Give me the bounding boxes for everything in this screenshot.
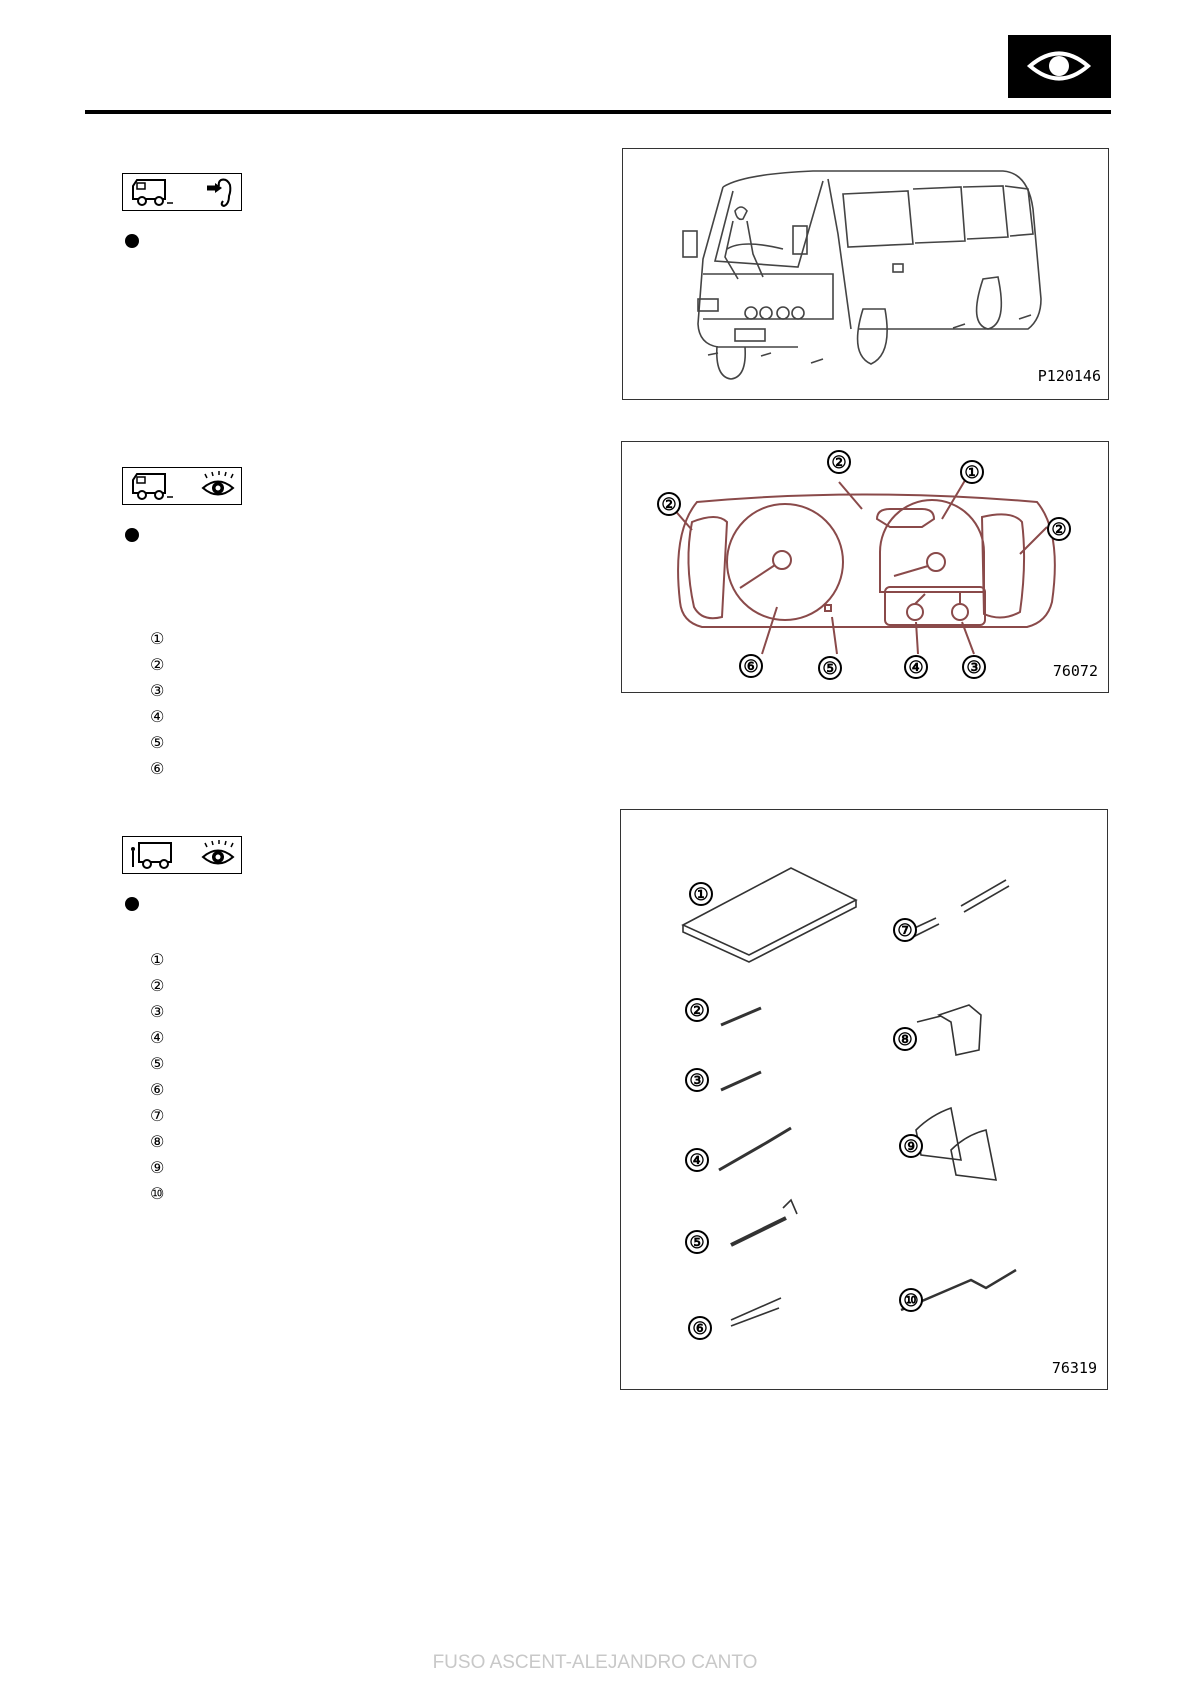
callout-label: ⑧ xyxy=(897,1030,913,1049)
figure-instrument-cluster xyxy=(621,441,1109,693)
footer-watermark: FUSO ASCENT-ALEJANDRO CANTO xyxy=(432,1652,758,1673)
list-item-number: ⑤ xyxy=(150,1054,165,1073)
list-item-number: ④ xyxy=(150,707,165,726)
callout-label: ④ xyxy=(908,658,924,677)
callout-label: ⑥ xyxy=(743,657,759,676)
figure-callouts xyxy=(658,451,1070,679)
callout-label: ② xyxy=(661,495,677,514)
callout-label: ② xyxy=(689,1001,705,1020)
section-tab xyxy=(1008,35,1111,98)
figure-code: 76319 xyxy=(1051,1359,1097,1377)
bus-rear-icon xyxy=(131,843,171,868)
list-item-number: ③ xyxy=(150,681,165,700)
figure-code: 76072 xyxy=(1052,662,1098,680)
ear-icon xyxy=(207,180,230,206)
bus-icon xyxy=(133,474,173,499)
callout-label: ② xyxy=(831,453,847,472)
list-item-number: ② xyxy=(150,976,165,995)
callout-label: ⑤ xyxy=(689,1233,705,1252)
figure-bus-road-test xyxy=(622,148,1109,400)
callout-label: ③ xyxy=(689,1071,705,1090)
inspection-icon-box-3 xyxy=(122,836,242,874)
inspection-icon-box-2 xyxy=(122,467,242,505)
figure-code: P120146 xyxy=(1037,367,1101,385)
header-rule xyxy=(85,110,1111,114)
list-item-number: ⑩ xyxy=(150,1184,165,1203)
instrument-cluster-illustration xyxy=(622,442,1107,691)
list-item-number: ⑨ xyxy=(150,1158,165,1177)
list-item-number: ① xyxy=(150,629,165,648)
eye-icon xyxy=(1008,35,1111,98)
list-item-number: ① xyxy=(150,950,165,969)
inspection-icon-box-1 xyxy=(122,173,242,211)
list-item-number: ⑥ xyxy=(150,1080,165,1099)
list-item-number: ⑤ xyxy=(150,733,165,752)
callout-label: ⑦ xyxy=(897,921,913,940)
callout-label: ② xyxy=(1051,520,1067,539)
list-item-number: ② xyxy=(150,655,165,674)
eye-icon xyxy=(203,840,233,864)
list-item-number: ⑦ xyxy=(150,1106,165,1125)
callout-label: ⑨ xyxy=(903,1137,919,1156)
callout-label: ① xyxy=(964,463,980,482)
list-item-number: ③ xyxy=(150,1002,165,1021)
callout-label: ⑩ xyxy=(903,1291,919,1310)
bullet xyxy=(125,897,139,911)
callout-label: ③ xyxy=(966,658,982,677)
callout-label: ④ xyxy=(689,1151,705,1170)
tool-kit-illustration xyxy=(621,810,1106,1388)
list-item-number: ⑧ xyxy=(150,1132,165,1151)
bullet xyxy=(125,528,139,542)
callout-label: ① xyxy=(693,885,709,904)
callout-label: ⑥ xyxy=(692,1319,708,1338)
list-item-number: ⑥ xyxy=(150,759,165,778)
bus-icon xyxy=(133,180,173,205)
bus-illustration xyxy=(623,149,1107,398)
callout-label: ⑤ xyxy=(822,659,838,678)
figure-tool-kit xyxy=(620,809,1108,1390)
eye-icon xyxy=(203,471,233,495)
figure-callouts xyxy=(686,883,922,1339)
list-item-number: ④ xyxy=(150,1028,165,1047)
bullet xyxy=(125,234,139,248)
